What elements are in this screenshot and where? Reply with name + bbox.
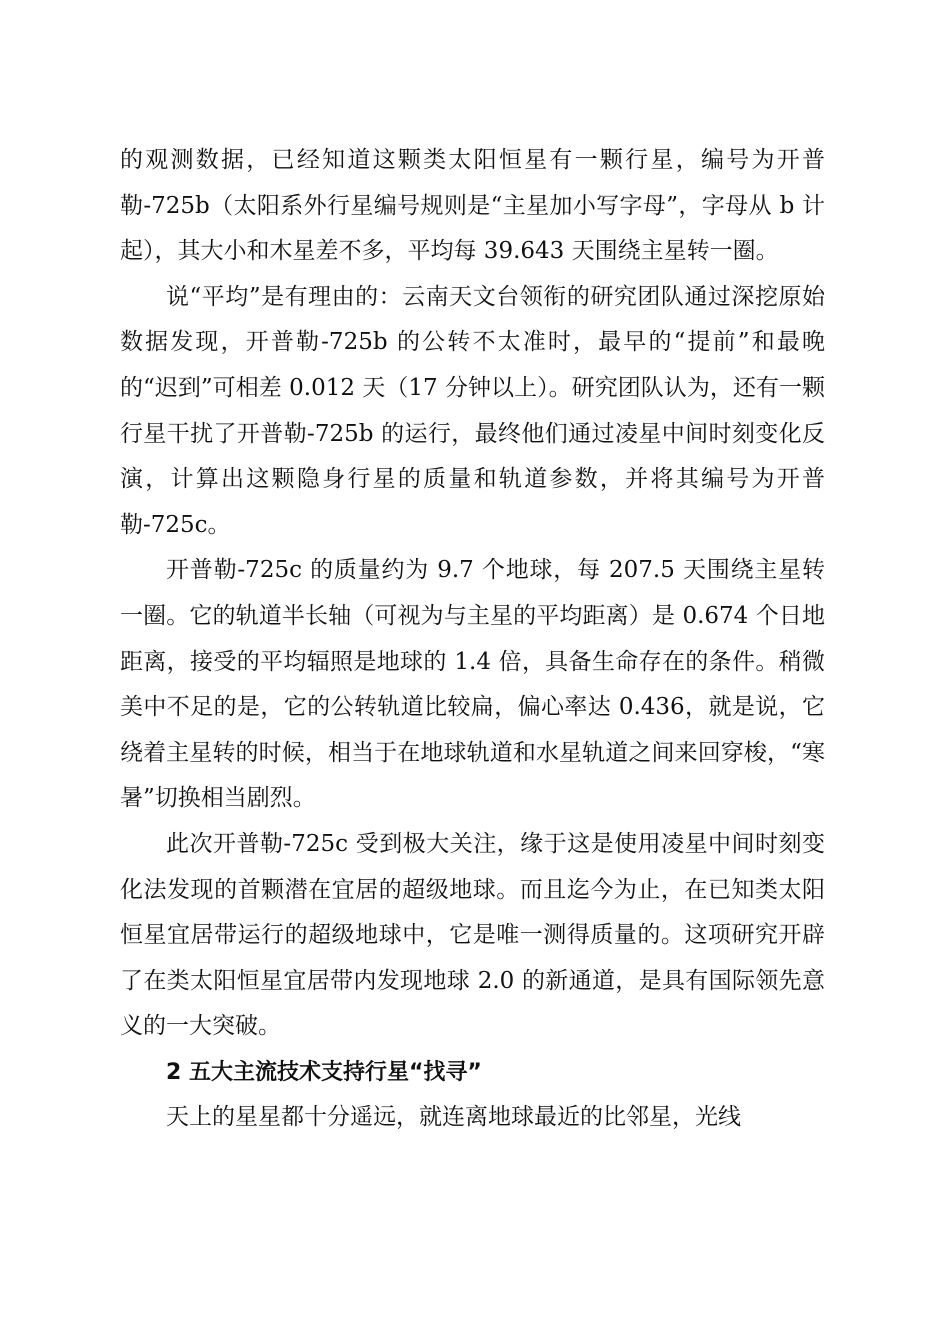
section-heading: 2 五大主流技术支持行星“找寻” <box>166 1059 482 1085</box>
paragraph-distance-intro: 天上的星星都十分遥远，就连离地球最近的比邻星，光线 <box>166 1104 741 1131</box>
paragraph-significance: 此次开普勒-725c 受到极大关注，缘于这是使用凌星中间时刻变化法发现的首颗潜在宜居的超级地球。而且迄今为止，在已知类太阳恒星宜居带运行的超级地球中，它是唯一测得质量的。这项研究开辟了在类太阳恒星宜居带内发现地球 2.0 的新通道，是具有国际领先意义的一大突破。 <box>120 830 825 1040</box>
paragraph-continuation: 的观测数据，已经知道这颗类太阳恒星有一颗行星，编号为开普勒-725b（太阳系外行星编号规则是“主星加小写字母”，字母从 b 计起），其大小和木星差不多，平均每 39.643 天围绕主星转一圈。 <box>120 147 825 265</box>
paragraph-average-explanation: 说“平均”是有理由的：云南天文台领衔的研究团队通过深挖原始数据发现，开普勒-725b 的公转不太准时，最早的“提前”和最晚的“迟到”可相差 0.012 天（17 分钟以上）。研究团队认为，还有一颗行星干扰了开普勒-725b 的运行，最终他们通过凌星中间时刻变化反演，计算出这颗隐身行星的质量和轨道参数，并将其编号为开普勒-725c。 <box>120 283 825 538</box>
paragraph-kepler-725c-properties: 开普勒-725c 的质量约为 9.7 个地球，每 207.5 天围绕主星转一圈。它的轨道半长轴（可视为与主星的平均距离）是 0.674 个日地距离，接受的平均辐照是地球的 1.4 倍，具备生命存在的条件。稍微美中不足的是，它的公转轨道比较扁，偏心率达 0.436，就是说，它绕着主星转的时候，相当于在地球轨道和水星轨道之间来回穿梭，“寒暑”切换相当剧烈。 <box>120 557 825 812</box>
article-body <box>120 138 825 1141</box>
